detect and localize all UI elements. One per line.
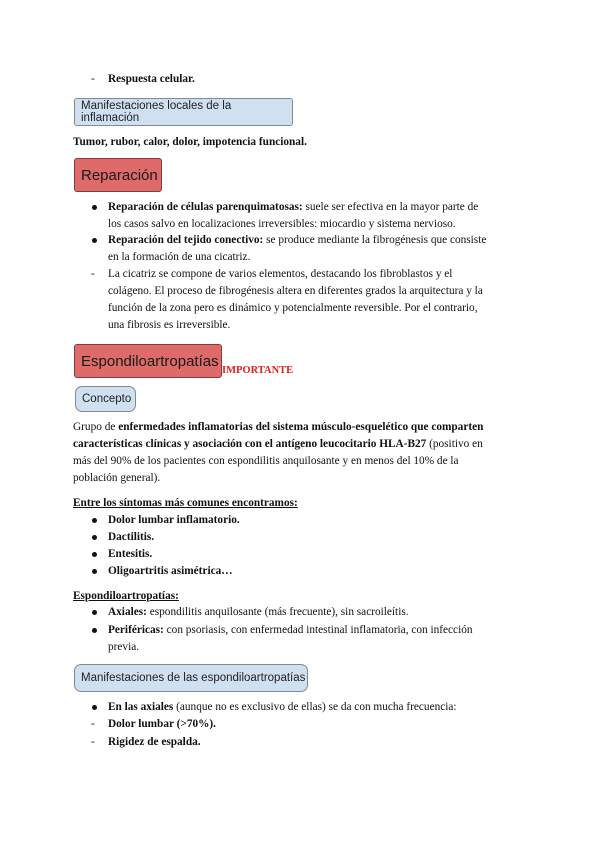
dash-bullet: - — [91, 268, 95, 280]
bullet-dot — [92, 205, 97, 210]
list-item-continuation: previa. — [108, 641, 140, 653]
bullet-dot — [92, 518, 97, 523]
list-item: Dactilitis. — [108, 531, 155, 543]
list-item-text: con psoriasis, con enfermedad intestinal inflamatoria, con infección — [163, 624, 473, 636]
list-item: Dolor lumbar inflamatorio. — [108, 514, 240, 526]
bullet-dot — [92, 552, 97, 557]
section-box-manifestaciones-locales — [74, 98, 293, 126]
list-item: Respuesta celular. — [108, 73, 195, 85]
section-box-label: Manifestaciones locales de la inflamación — [81, 100, 232, 124]
list-item-bold: En las axiales — [108, 701, 174, 713]
list-item: La cicatriz se compone de varios elementos, destacando los fibroblastos y el — [108, 268, 453, 280]
dash-bullet: - — [91, 73, 95, 85]
list-item-text: espondilitis anquilosante (más frecuente), sin sacroileítis. — [146, 606, 409, 618]
list-item — [108, 622, 473, 639]
dash-bullet: - — [91, 718, 95, 730]
list-item-text: suele ser efectiva en la mayor parte de — [302, 201, 479, 213]
bullet-dot — [92, 238, 97, 243]
list-item-bold: Periféricas: — [108, 624, 164, 636]
section-box-manifestaciones-espondilo — [74, 664, 308, 692]
section-box-concepto — [75, 386, 136, 412]
important-tag: IMPORTANTE — [222, 365, 294, 376]
list-item-bold: Axiales: — [108, 606, 147, 618]
section-box-label: Concepto — [82, 393, 132, 405]
list-item-continuation: función de la zona pero es dinámico y potencialmente reversible. Por el contrario, — [108, 302, 478, 314]
bullet-dot — [92, 535, 97, 540]
subheading: Espondiloartropatías: — [73, 590, 179, 602]
dash-bullet: - — [91, 736, 95, 748]
list-item-continuation: en la formación de una cicatriz. — [108, 251, 251, 263]
section-box-label: Espondiloartropatías — [81, 352, 219, 370]
list-item — [108, 699, 457, 716]
paragraph: Tumor, rubor, calor, dolor, impotencia funcional. — [73, 136, 307, 148]
list-item — [108, 232, 486, 249]
list-item-continuation: colágeno. El proceso de fibrogénesis altera en diferentes grados la arquitectura y la — [108, 285, 483, 297]
bullet-dot — [92, 705, 97, 710]
list-item: Oligoartritis asimétrica… — [108, 565, 233, 577]
bullet-dot — [92, 610, 97, 615]
list-item-continuation: una fibrosis es irreversible. — [108, 319, 231, 331]
paragraph-text: (positivo en — [426, 438, 483, 450]
section-box-label: Reparación — [81, 166, 158, 184]
paragraph-text: Grupo de — [73, 421, 119, 433]
list-item: Entesitis. — [108, 548, 153, 560]
subheading: Entre los síntomas más comunes encontramos: — [73, 497, 298, 509]
paragraph-line: más del 90% de los pacientes con espondilitis anquilosante y en menos del 10% de la — [73, 455, 459, 467]
section-box-label: Manifestaciones de las espondiloartropatías — [81, 672, 306, 684]
section-box-reparacion — [74, 158, 162, 192]
section-box-espondiloartropatias — [74, 344, 222, 378]
list-item-bold: Reparación del tejido conectivo: — [108, 234, 264, 246]
list-item — [108, 604, 409, 621]
list-item: Dolor lumbar (>70%). — [108, 718, 217, 730]
paragraph-line — [73, 436, 483, 453]
list-item-text: se produce mediante la fibrogénesis que consiste — [263, 234, 487, 246]
paragraph-line: población general). — [73, 472, 161, 484]
list-item-continuation: los casos salvo en localizaciones irreversibles: miocardio y sistema nervioso. — [108, 218, 456, 230]
bullet-dot — [92, 569, 97, 574]
list-item — [108, 199, 478, 216]
bullet-dot — [92, 628, 97, 633]
paragraph-line — [73, 419, 483, 436]
list-item-bold: Reparación de células parenquimatosas: — [108, 201, 303, 213]
paragraph-bold: enfermedades inflamatorias del sistema músculo-esquelético que comparten — [118, 421, 484, 433]
paragraph-bold: características clínicas y asociación con el antígeno leucocitario HLA-B27 — [73, 438, 427, 450]
list-item-text: (aunque no es exclusivo de ellas) se da con mucha frecuencia: — [173, 701, 457, 713]
list-item: Rigidez de espalda. — [108, 736, 201, 748]
